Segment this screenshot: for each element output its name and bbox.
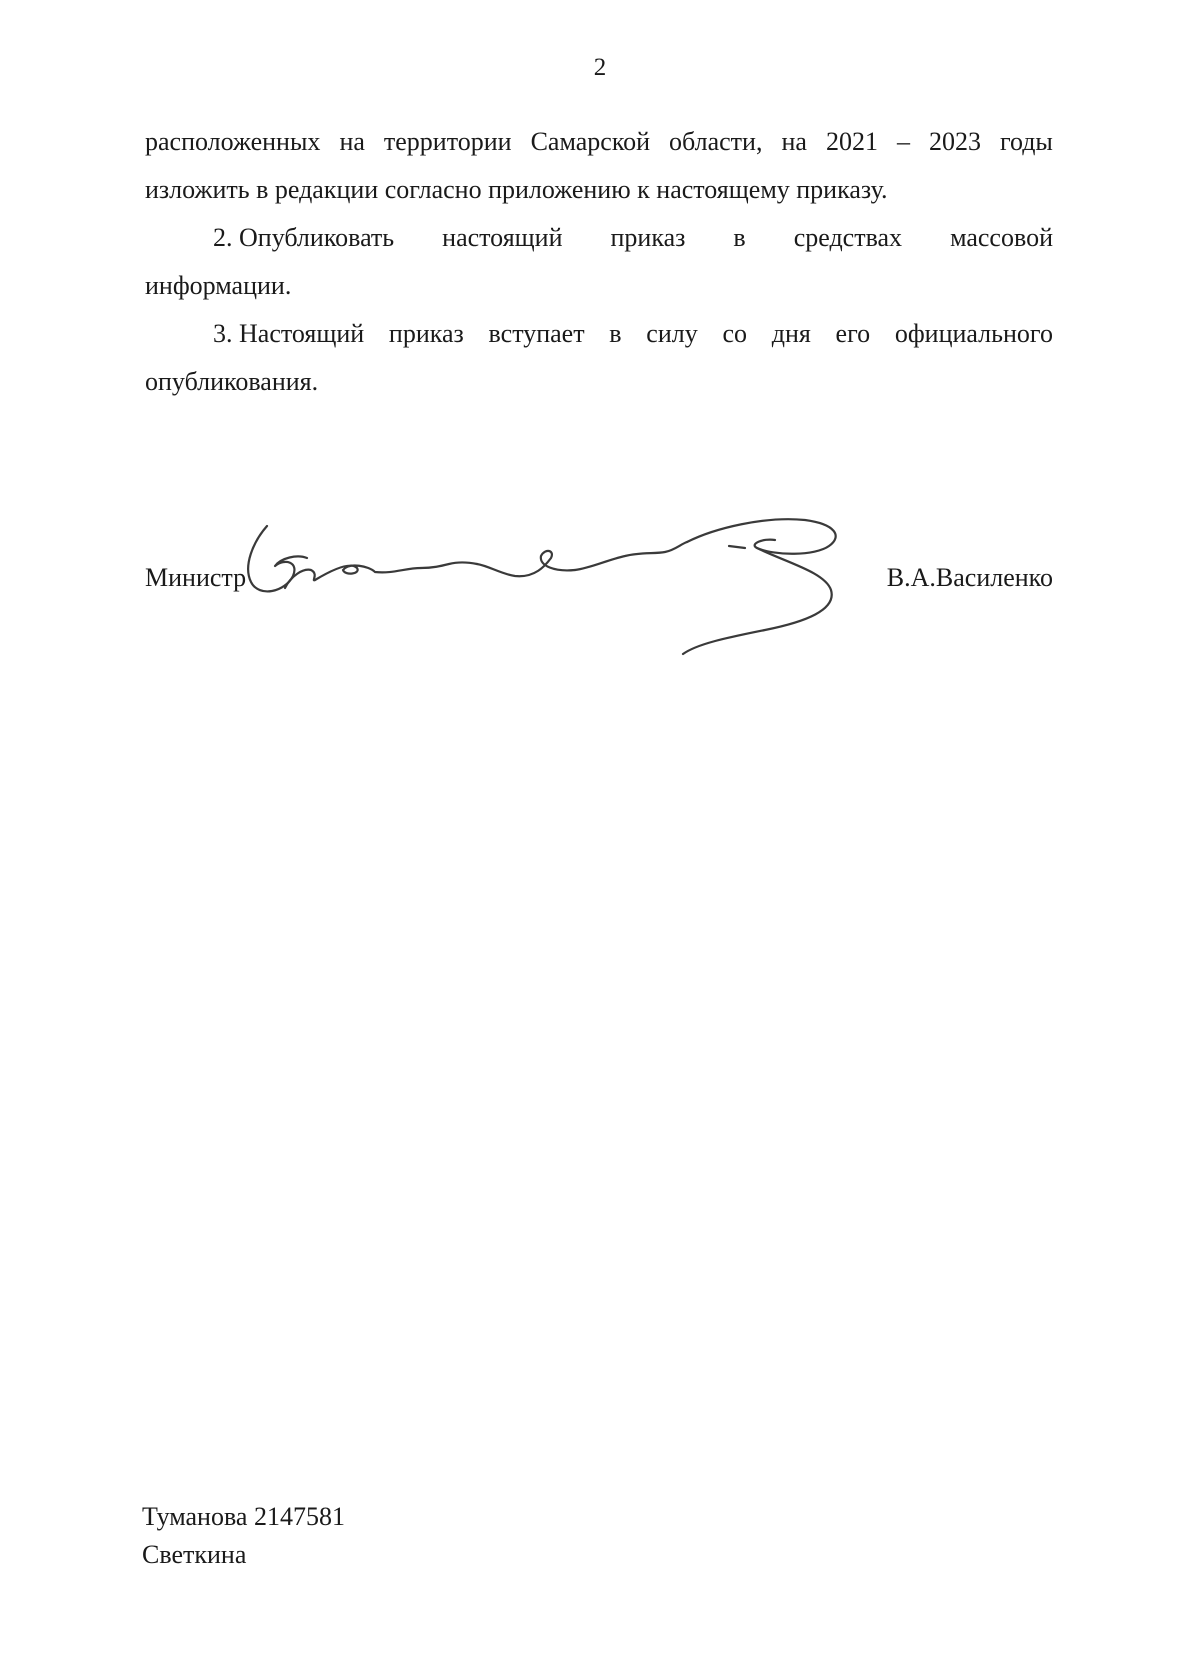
word: области, xyxy=(669,127,763,156)
paragraph-2-line-1 xyxy=(145,214,1053,262)
executor-line-2: Светкина xyxy=(142,1540,247,1569)
executor-line-1: Туманова 2147581 xyxy=(142,1502,345,1531)
signatory-name: В.А.Василенко xyxy=(886,563,1053,592)
word: настоящий xyxy=(442,223,563,252)
word: на xyxy=(781,127,807,156)
handwritten-signature xyxy=(245,518,890,678)
paragraph-1-line-2: изложить в редакции согласно приложению к настоящему приказу. xyxy=(145,175,888,204)
word: силу xyxy=(646,319,698,348)
word: 2021 xyxy=(825,127,878,156)
word: официального xyxy=(894,319,1053,348)
word: со xyxy=(722,319,747,348)
word: территории xyxy=(383,127,512,156)
executor-note xyxy=(142,1498,345,1574)
paragraph-3-line-1 xyxy=(145,310,1053,358)
word: его xyxy=(835,319,871,348)
word: расположенных xyxy=(145,127,321,156)
word: вступает xyxy=(488,319,585,348)
word: на xyxy=(339,127,365,156)
word: массовой xyxy=(950,223,1053,252)
paragraph-2-line-2: информации. xyxy=(145,271,292,300)
word: средствах xyxy=(793,223,903,252)
word: Самарской xyxy=(530,127,651,156)
word: в xyxy=(733,223,746,252)
word: 2023 xyxy=(928,127,981,156)
word: приказ xyxy=(388,319,464,348)
page-number: 2 xyxy=(593,54,607,81)
word: 3. Настоящий xyxy=(213,319,365,348)
word: дня xyxy=(771,319,811,348)
word: в xyxy=(609,319,622,348)
word: – xyxy=(896,127,910,156)
word: 2. Опубликовать xyxy=(213,223,395,252)
paragraph-1-line-1 xyxy=(145,118,1053,166)
word: годы xyxy=(999,127,1053,156)
paragraph-3-line-2: опубликования. xyxy=(145,367,319,396)
word: приказ xyxy=(610,223,686,252)
document-body xyxy=(145,118,1053,406)
signatory-position: Министр xyxy=(145,563,247,592)
